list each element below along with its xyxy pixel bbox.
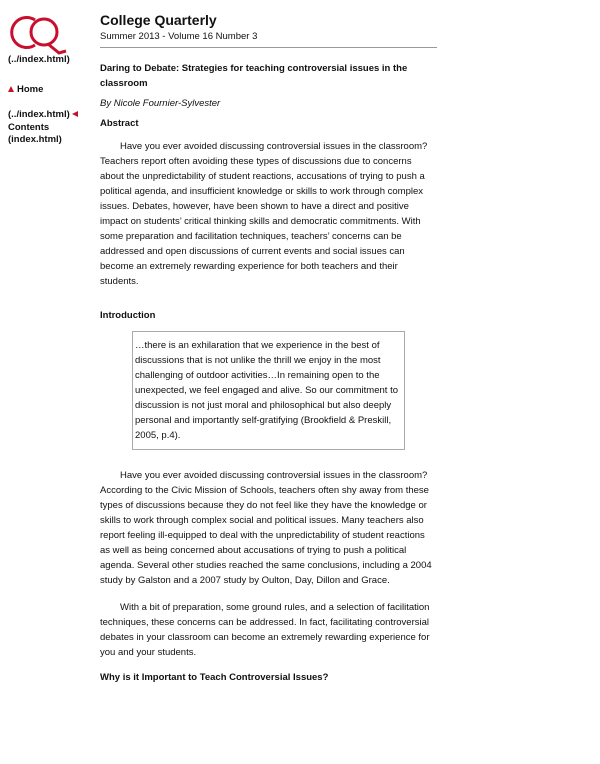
contents-url: (../index.html) — [8, 109, 70, 120]
issue-info: Summer 2013 - Volume 16 Number 3 — [100, 31, 258, 42]
home-link[interactable] — [8, 84, 43, 97]
contents-link-label[interactable]: Contents — [8, 122, 50, 133]
introduction-heading: Introduction — [100, 310, 156, 321]
abstract-heading: Abstract — [100, 118, 139, 129]
block-quote: …there is an exhilaration that we experience in the best of discussions that is not unlike the thrill we enjoy in the most challenging of outdoor activities…In remaining open to the unexpected, we feel engaged and alive. So our commitment to discussion is not just moral and philosophical but also deeply personal and importantly self-gratifying (Brookfield & Preskill, 2005, p.4). — [132, 331, 405, 450]
college-quarterly-logo[interactable] — [8, 12, 68, 56]
intro-paragraph-2: With a bit of preparation, some ground rules, and a selection of facilitation techniques, these concerns can be addressed. In fact, facilitating controversial debates in your classroom can become an extremely rewarding experience for you and your students. — [100, 602, 430, 658]
page-header — [100, 12, 437, 43]
article-body — [100, 61, 437, 685]
intro-paragraph-1: Have you ever avoided discussing controversial issues in the classroom? According to the Civic Mission of Schools, teachers often shy away from these types of discussions because they do not feel like they have the knowledge or skills to work through complex social and political issues. Many teachers also report feeling ill-equipped to deal with the unpredictability of student reactions as well as being concerned about accusations of trying to push a political agenda. Several other studies reached the same conclusions, including a 2004 study by Galston and a 2007 study by Oulton, Day, Dillon and Grace. — [100, 470, 432, 586]
article-title: Daring to Debate: Strategies for teaching controversial issues in the classroom — [100, 63, 408, 89]
arrow-left-icon — [72, 111, 78, 117]
contents-url-secondary[interactable]: (index.html) — [8, 134, 62, 145]
arrow-up-icon — [8, 86, 14, 92]
abstract-paragraph: Have you ever avoided discussing controversial issues in the classroom? Teachers report often avoiding these types of discussions due to concerns about the unpredictability of student reactions, accusations of trying to push a political agenda, and insufficient knowledge or skills to work through complex issues. Debates, however, have been shown to have a direct and positive impact on students’ critical thinking skills and democratic commitments. With some preparation and facilitation techniques, teachers’ concerns can be addressed and open discussions of current events and social issues can become an extremely rewarding experience for both teachers and their students. — [100, 141, 428, 287]
why-important-heading: Why is it Important to Teach Controversial Issues? — [100, 672, 329, 683]
contents-link[interactable] — [8, 109, 78, 122]
journal-title: College Quarterly — [100, 12, 217, 28]
home-link-label: Home — [17, 84, 44, 95]
header-divider — [100, 47, 437, 48]
cq-logo-icon — [8, 12, 68, 56]
home-url[interactable]: (../index.html) — [8, 54, 70, 65]
article-author: By Nicole Fournier-Sylvester — [100, 98, 221, 109]
